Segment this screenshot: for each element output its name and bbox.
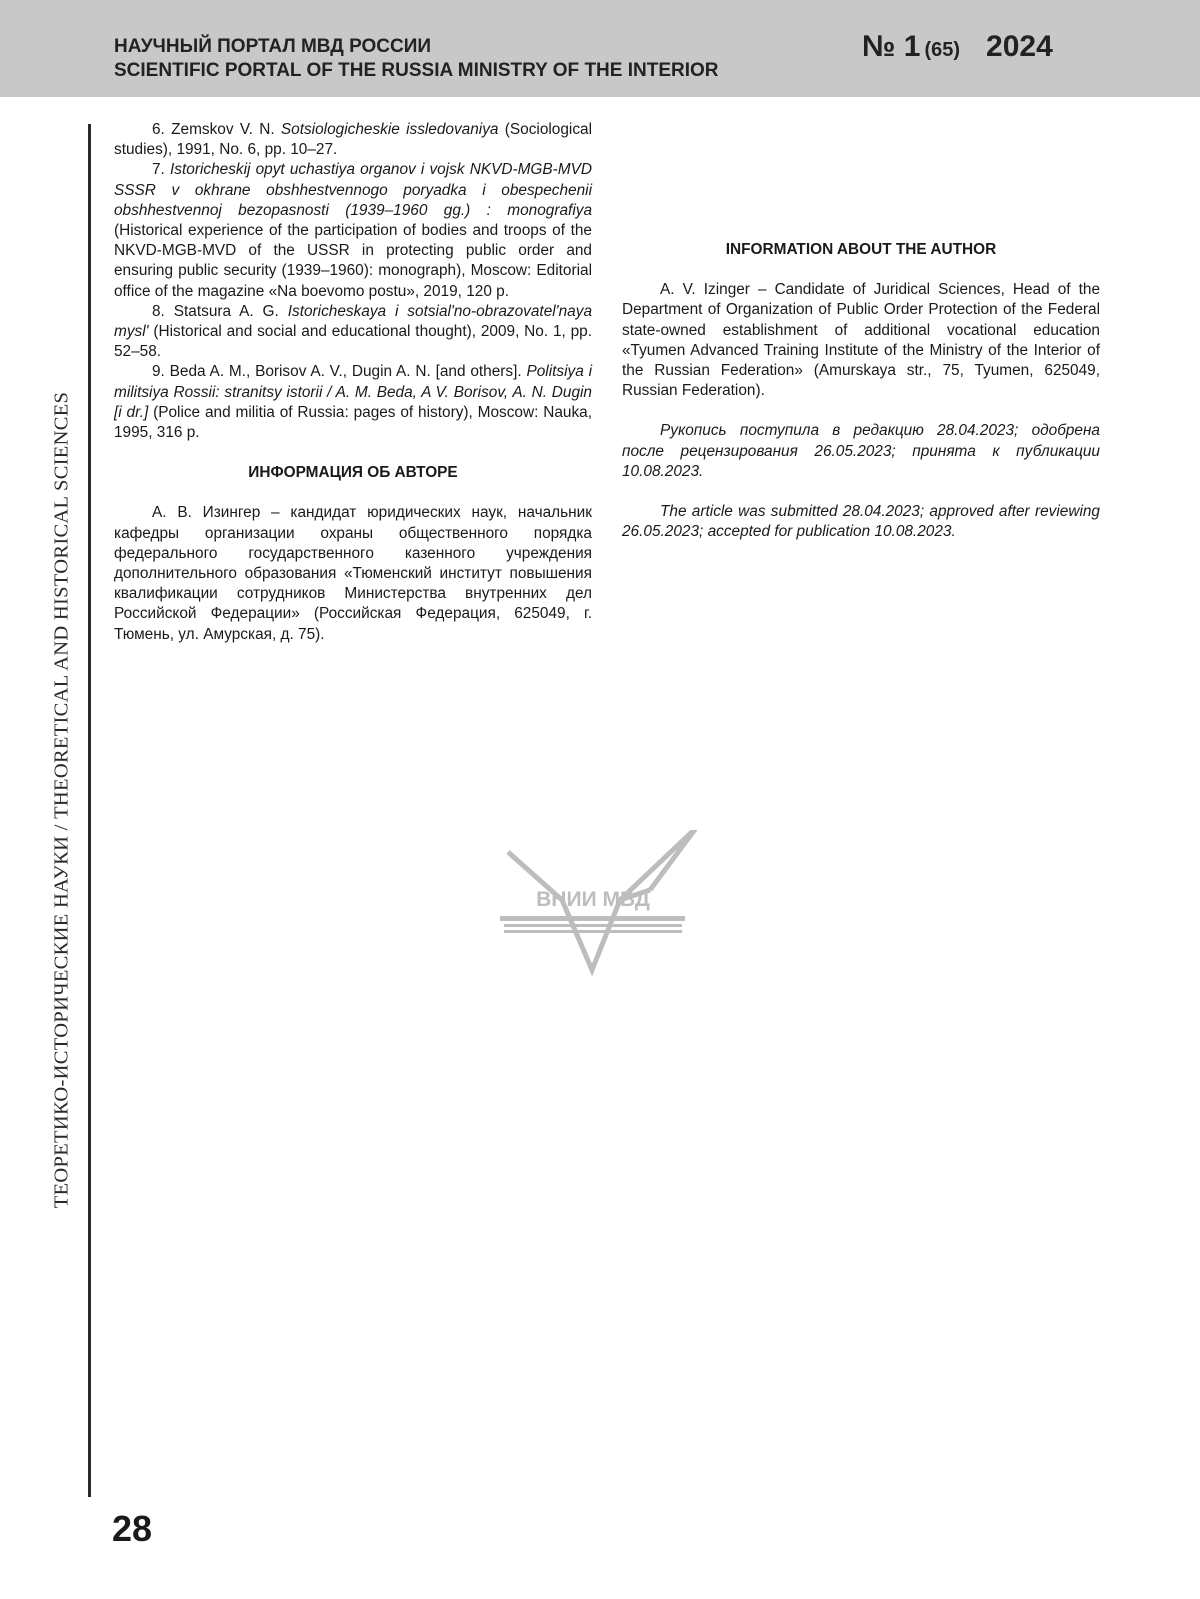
author-heading-ru: ИНФОРМАЦИЯ ОБ АВТОРЕ: [114, 463, 592, 483]
issue-info: [862, 30, 1053, 64]
issue-total: (65): [924, 39, 960, 61]
references-list: [114, 120, 592, 443]
side-rule: [88, 124, 91, 1497]
journal-title-ru: НАУЧНЫЙ ПОРТАЛ МВД РОССИИ: [114, 35, 719, 59]
issue-year: 2024: [986, 30, 1053, 63]
section-label: ТЕОРЕТИКО-ИСТОРИЧЕСКИЕ НАУКИ / THEORETICAL AND HISTORICAL SCIENCES: [51, 392, 74, 1208]
author-heading-en: INFORMATION ABOUT THE AUTHOR: [622, 240, 1100, 260]
vnii-mvd-logo-icon: [500, 830, 710, 990]
page-number: 28: [112, 1508, 152, 1550]
reference-item: 7. Istoricheskij opyt uchastiya organov i vojsk NKVD-MGB-MVD SSSR v okhrane obshhestvennogo poryadka i obespechenii obshhestvennoj bezopasnosti (1939–1960 gg.) : monografiya (Historical experience of the participation of bodies and troops of the NKVD-MGB-MVD of the USSR in protecting public order and ensuring public security (1939–1960): monograph), Moscow: Editorial office of the magazine «Na boevomo postu», 2019, 120 p.: [114, 160, 592, 301]
issue-number: № 1: [862, 30, 920, 63]
logo-text: ВНИИ МВД: [536, 888, 650, 911]
right-column: [622, 120, 1100, 542]
journal-title: [114, 35, 719, 83]
reference-item: 6. Zemskov V. N. Sotsiologicheskie issledovaniya (Sociological studies), 1991, No. 6, pp. 10–27.: [114, 120, 592, 160]
page-header: [0, 0, 1200, 97]
submission-dates-ru: Рукопись поступила в редакцию 28.04.2023; одобрена после рецензирования 26.05.2023; принята к публикации 10.08.2023.: [622, 421, 1100, 482]
reference-item: 9. Beda A. M., Borisov A. V., Dugin A. N. [and others]. Politsiya i militsiya Rossii: stranitsy istorii / A. M. Beda, A V. Borisov, A. N. Dugin [i dr.] (Police and militia of Russia: pages of history), Moscow: Nauka, 1995, 316 p.: [114, 362, 592, 443]
author-info-ru: А. В. Изингер – кандидат юридических наук, начальник кафедры организации охраны общественного порядка федерального государственного казенного учреждения дополнительного образования «Тюменский институт повышения квалификации сотрудников Министерства внутренних дел Российской Федерации» (Российская Федерация, 625049, г. Тюмень, ул. Амурская, д. 75).: [114, 503, 592, 644]
journal-title-en: SCIENTIFIC PORTAL OF THE RUSSIA MINISTRY OF THE INTERIOR: [114, 59, 719, 83]
left-column: [114, 120, 592, 645]
reference-item: 8. Statsura A. G. Istoricheskaya i sotsial'no-obrazovatel'naya mysl' (Historical and social and educational thought), 2009, No. 1, pp. 52–58.: [114, 302, 592, 363]
submission-dates-en: The article was submitted 28.04.2023; approved after reviewing 26.05.2023; accepted for publication 10.08.2023.: [622, 502, 1100, 542]
author-info-en: A. V. Izinger – Candidate of Juridical Sciences, Head of the Department of Organization of Public Order Protection of the Federal state-owned establishment of additional vocational education «Tyumen Advanced Training Institute of the Ministry of the Interior of the Russian Federation» (Amurskaya str., 75, Tyumen, 625049, Russian Federation).: [622, 280, 1100, 401]
